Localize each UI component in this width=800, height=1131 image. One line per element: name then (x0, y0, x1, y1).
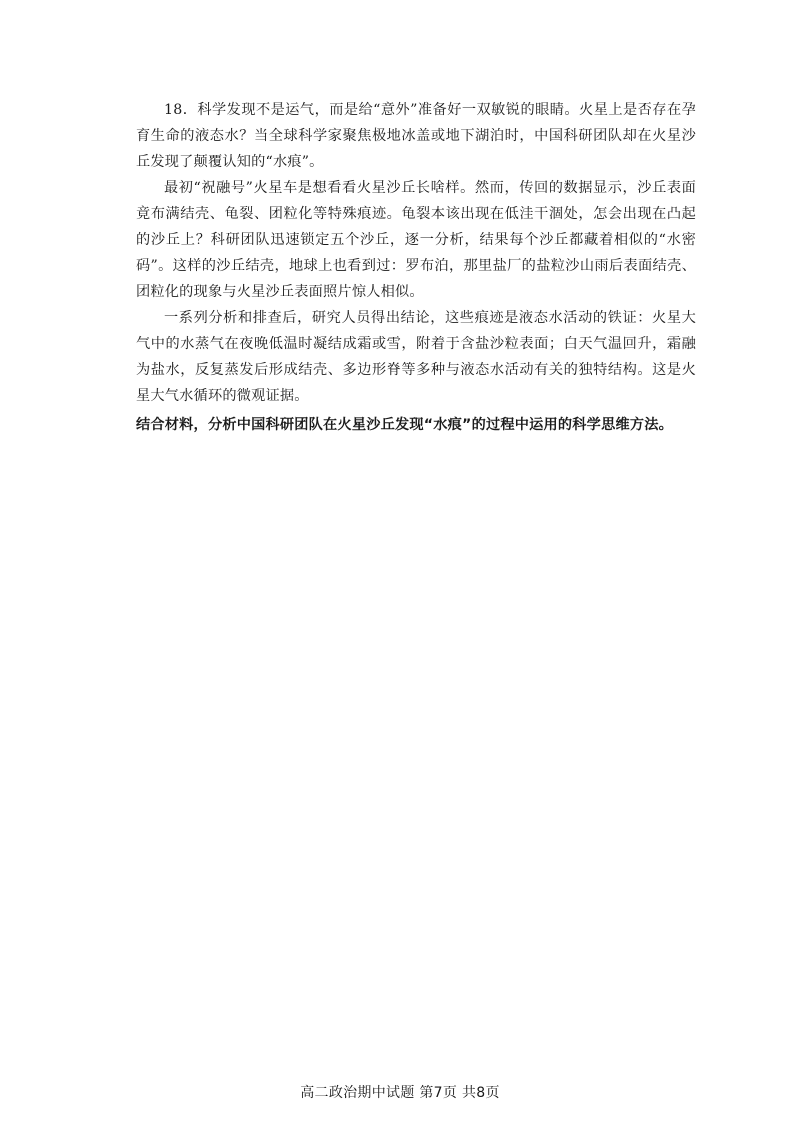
question-prompt: 结合材料，分析中国科研团队在火星沙丘发现“水痕”的过程中运用的科学思维方法。 (136, 417, 674, 433)
material-paragraph-1: 18．科学发现不是运气，而是给“意外”准备好一双敏锐的眼睛。火星上是否存在孕育生命的液态水？当全球科学家聚焦极地冰盖或地下湖泊时，中国科研团队却在火星沙丘发现了颠覆认知的“水痕”。 (136, 102, 696, 170)
material-paragraph-3: 一系列分析和排查后，研究人员得出结论，这些痕迹是液态水活动的铁证：火星大气中的水蒸气在夜晚低温时凝结成霜或雪，附着于含盐沙粒表面；白天气温回升，霜融为盐水，反复蒸发后形成结壳、多边形脊等多种与液态水活动有关的独特结构。这是火星大气水循环的微观证据。 (136, 310, 696, 404)
page-footer: 高二政治期中试题 第7页 共8页 (300, 1085, 500, 1101)
question-18 (136, 97, 696, 438)
material-paragraph-2: 最初“祝融号”火星车是想看看火星沙丘长啥样。然而，传回的数据显示，沙丘表面竟布满结壳、龟裂、团粒化等特殊痕迹。龟裂本该出现在低洼干涸处，怎会出现在凸起的沙丘上？科研团队迅速锁定五个沙丘，逐一分析，结果每个沙丘都藏着相似的“水密码”。这样的沙丘结壳，地球上也看到过：罗布泊，那里盐厂的盐粒沙山雨后表面结壳、团粒化的现象与火星沙丘表面照片惊人相似。 (136, 180, 696, 300)
